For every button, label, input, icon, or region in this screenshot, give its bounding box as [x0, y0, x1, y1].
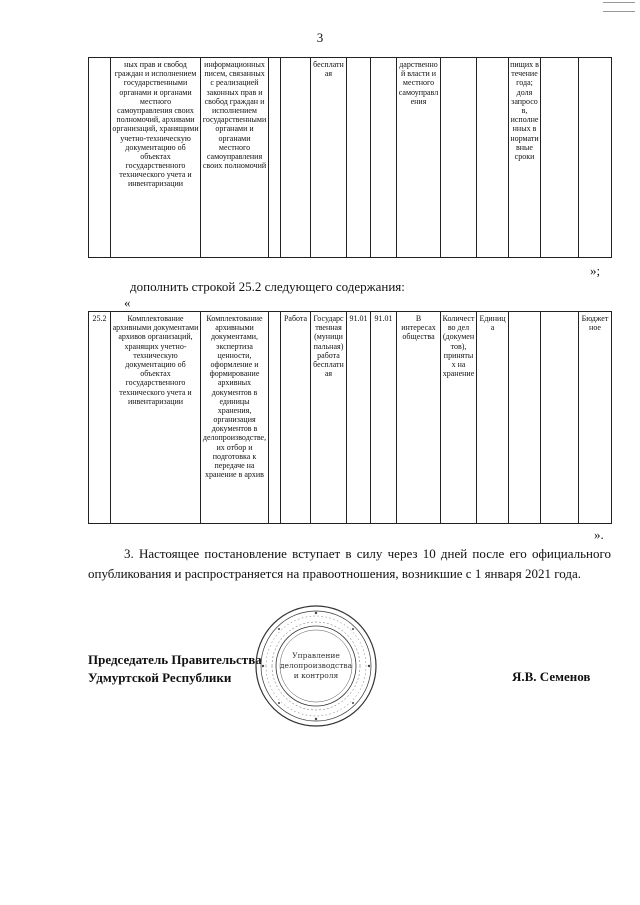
page-number: 3: [316, 30, 324, 45]
table-cell: пищих в течение года; доля запросов, исполненных в нормативные сроки: [509, 58, 541, 258]
table-cell: 91.01: [347, 312, 371, 524]
table-new-row: [88, 311, 612, 524]
table-cell: Единица: [477, 312, 509, 524]
table-cell: [541, 58, 579, 258]
table-cell: 91.01: [371, 312, 397, 524]
table-continuation: [88, 57, 612, 258]
table-cell: [509, 312, 541, 524]
table-cell: [579, 58, 612, 258]
table-cell: [371, 58, 397, 258]
table-cell: Работа: [281, 312, 311, 524]
table-row: [89, 312, 612, 524]
table-cell: [541, 312, 579, 524]
table-cell: 25.2: [89, 312, 111, 524]
table-cell: Комплектование архивными документами, экспертиза ценности, оформление и формирование архивных документов в единицы хранения, организация документов в делопроизводстве, их отбор и подготовка к передаче на хранение в архив: [201, 312, 269, 524]
table-cell: [441, 58, 477, 258]
closing-quote-1: »;: [590, 263, 601, 278]
paragraph-text: 3. Настоящее постановление вступает в силу через 10 дней после его официального опубликования и распространяется на правоотношения, возникшие с 1 января 2021 года.: [88, 546, 611, 581]
table-row: [89, 58, 612, 258]
table-cell: [347, 58, 371, 258]
signatory-name: Я.В. Семенов: [512, 669, 591, 684]
table-cell: Бюджетное: [579, 312, 612, 524]
table-cell: Комплектование архивными документами архивов организаций, хранящих учетно-техническую документацию об объектах государственного технического учета и инвентаризации: [111, 312, 201, 524]
corner-mark: [603, 2, 635, 12]
official-seal: [254, 604, 378, 728]
table-cell: В интересах общества: [397, 312, 441, 524]
position-line-1: Председатель Правительства: [88, 652, 262, 667]
seal-text-line: Управление: [292, 651, 340, 660]
table-cell: [477, 58, 509, 258]
opening-quote: «: [124, 295, 131, 310]
closing-quote-2: ».: [594, 527, 604, 542]
position-line-2: Удмуртской Республики: [88, 670, 232, 685]
table-cell: дарственной власти и местного самоуправления: [397, 58, 441, 258]
seal-text-line: делопроизводства: [279, 661, 353, 670]
table-cell: [89, 58, 111, 258]
seal-text-line: и контроля: [293, 671, 339, 680]
table-cell: информационных писем, связанных с реализацией законных прав и свобод граждан и исполнением государственными органами и органами местного самоуправления своих полномочий: [201, 58, 269, 258]
table-cell: бесплатная: [311, 58, 347, 258]
paragraph-3: [88, 544, 611, 584]
signature-position: [88, 651, 262, 687]
table-cell: ных прав и свобод граждан и исполнением государственными органами и органами местного самоуправления своих полномочий, архивами организаций, хранящими учетно-техническую документацию об объектах государственного технического учета и инвентаризации: [111, 58, 201, 258]
table-cell: [269, 312, 281, 524]
table-cell: Государственная (муниципальная) работа бесплатная: [311, 312, 347, 524]
table-cell: Количество дел (документов), принятых на хранение: [441, 312, 477, 524]
table-cell: [269, 58, 281, 258]
table-cell: [281, 58, 311, 258]
add-row-text: дополнить строкой 25.2 следующего содержания:: [130, 279, 405, 294]
